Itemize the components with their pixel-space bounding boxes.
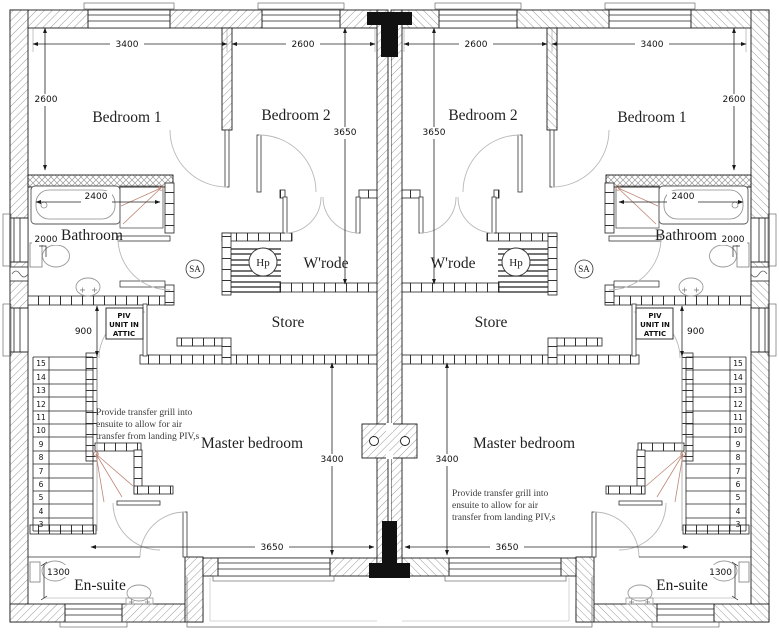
dim-bath-right: 2400 [671,192,695,202]
stair-number: 4 [735,507,741,516]
stair-number: 5 [735,493,741,502]
stair-number: 11 [733,413,743,422]
stair-number: 14 [36,373,46,382]
note-left-line3: transfer from landing PIV,s [96,432,200,442]
stair-number: 4 [38,507,44,516]
stair-number: 6 [38,480,44,489]
dim-ensuite-right: 1300 [709,568,732,578]
stair-number: 3 [735,520,741,529]
dim-master-depth-left: 3400 [320,455,344,465]
note-left-line2: ensuite to allow for air [96,420,183,430]
room-label-ensuite-left: En-suite [74,577,126,594]
flue-icon [401,437,410,446]
stair-number: 10 [733,426,743,435]
stair-number: 11 [36,413,46,422]
dim-landing-right: 900 [687,327,705,337]
dim-bathdepth-right: 2000 [721,235,745,245]
note-right-line2: ensuite to allow for air [452,501,539,511]
stair-number: 5 [38,493,44,502]
dim-master-width-right: 3650 [495,543,519,553]
dim-bed2-depth-left: 3650 [333,128,357,138]
piv-box-left-line2: UNIT IN [109,321,139,329]
piv-box-right-line3: ATTIC [643,330,667,338]
stair-number: 8 [38,453,44,462]
room-label-bedroom2-left: Bedroom 2 [261,107,331,124]
room-label-wardrobe-right: W'rode [430,255,476,272]
room-label-master-left: Master bedroom [200,435,304,452]
stair-number: 12 [36,400,46,409]
dim-bed2-width-left: 2600 [291,40,315,50]
dim-landing-left: 900 [74,327,92,337]
room-label-bedroom1-right: Bedroom 1 [617,109,687,126]
hp-label-left: Hp [256,257,270,269]
dim-bath-left: 2400 [84,192,108,202]
party-wall-firestop-top [367,12,412,25]
sa-label-right: SA [578,264,590,274]
stair-number: 6 [735,480,741,489]
stair-number: 13 [36,386,46,395]
party-wall-firestop-bottom [369,563,410,578]
note-right-line3: transfer from landing PIV,s [452,513,556,523]
room-label-store-right: Store [474,314,508,331]
dim-bed2-depth-right: 3650 [422,128,446,138]
stair-number: 3 [38,520,44,529]
stair-number: 9 [735,440,741,449]
room-label-ensuite-right: En-suite [656,577,708,594]
room-label-bedroom1-left: Bedroom 1 [92,109,162,126]
dim-bed1-width-right: 3400 [640,40,664,50]
room-label-bathroom-right: Bathroom [655,227,717,244]
dim-ensuite-left: 1300 [47,568,70,578]
piv-box-left-line3: ATTIC [112,330,136,338]
stair-number: 12 [733,400,743,409]
stair-number: 15 [36,359,46,368]
stair-number: 7 [735,467,741,476]
stair-number: 9 [38,440,44,449]
room-label-wardrobe-left: W'rode [303,255,349,272]
room-label-bathroom-left: Bathroom [61,227,123,244]
note-left-line1: Provide transfer grill into [96,408,193,418]
dim-bed1-depth-right: 2600 [722,95,746,105]
dim-bed2-width-right: 2600 [464,40,488,50]
note-right-line1: Provide transfer grill into [452,489,549,499]
flue-icon [370,437,379,446]
dim-master-depth-right: 3400 [435,455,459,465]
piv-box-right-line2: UNIT IN [640,321,670,329]
stair-number: 13 [733,386,743,395]
dim-bathdepth-left: 2000 [34,235,58,245]
sa-label-left: SA [189,264,201,274]
stair-number: 8 [735,453,741,462]
dim-bed1-depth-left: 2600 [34,95,58,105]
stair-number: 10 [36,426,46,435]
hp-label-right: Hp [509,257,523,269]
piv-box-left-line1: PIV [117,312,131,320]
dim-master-width-left: 3650 [260,543,284,553]
room-label-master-right: Master bedroom [472,435,576,452]
stair-number: 14 [733,373,743,382]
stair-number: 7 [38,467,44,476]
room-label-bedroom2-right: Bedroom 2 [448,107,518,124]
room-label-store-left: Store [271,314,305,331]
dim-bed1-width-left: 3400 [115,40,139,50]
stair-number: 15 [733,359,743,368]
piv-box-right-line1: PIV [648,312,662,320]
